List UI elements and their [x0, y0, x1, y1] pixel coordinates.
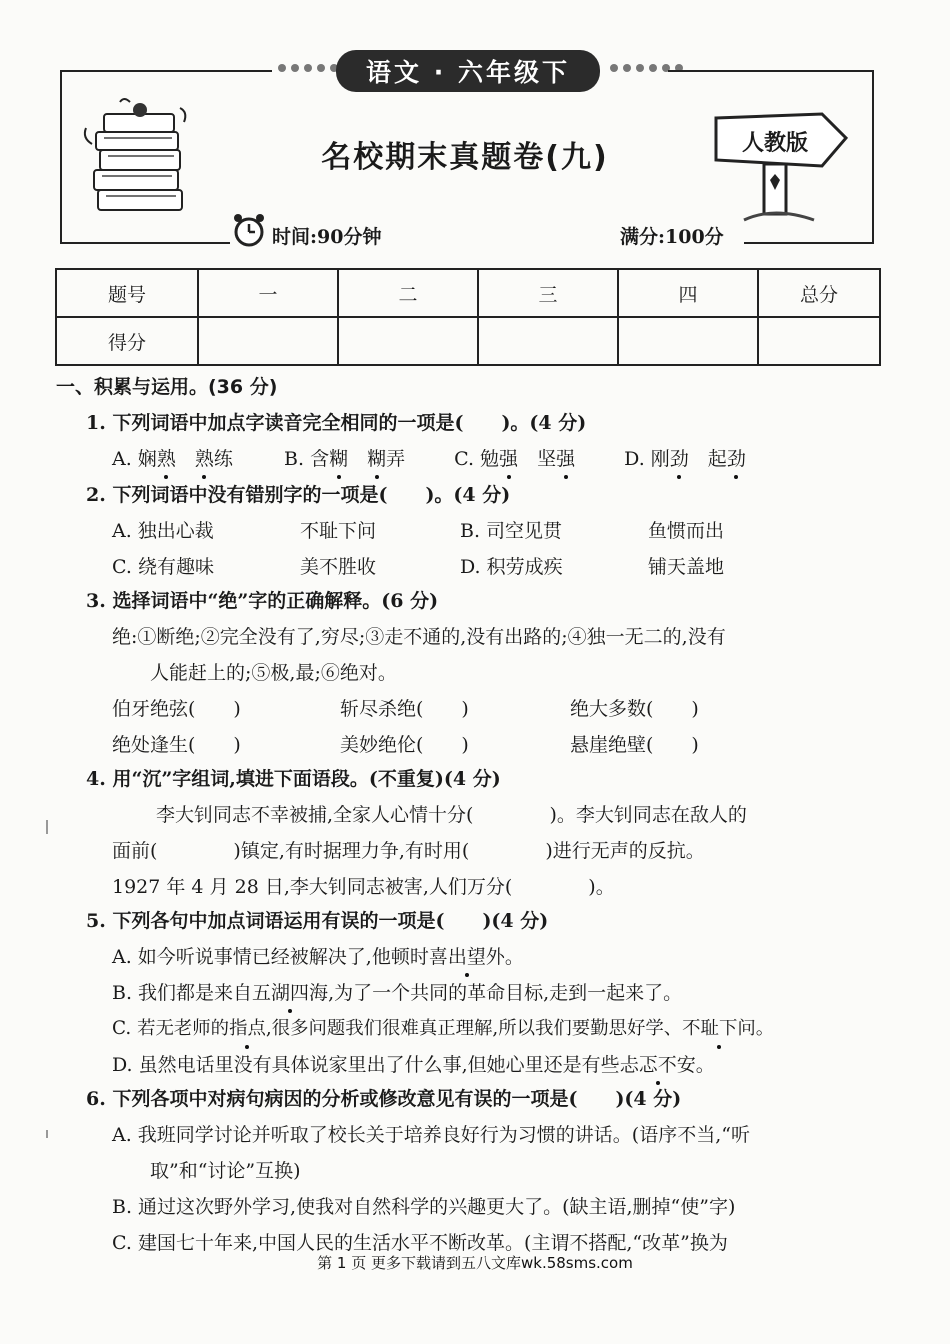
- subject-grade-tag: 语文 · 六年级下: [336, 50, 600, 92]
- score-input-cell[interactable]: [338, 317, 478, 365]
- score-table-score-row: [56, 317, 880, 365]
- q6-option-c: C. 建国七十年来,中国人民的生活水平不断改革。(主谓不搭配,“改革”换为: [112, 1232, 728, 1254]
- score-input-cell[interactable]: [758, 317, 880, 365]
- q6-option-a-line-2: 取”和“讨论”互换): [150, 1160, 301, 1182]
- q2-option-b2: 鱼惯而出: [648, 520, 725, 542]
- q5-option-c-dotted-word-2: 不耻下问: [682, 1016, 756, 1042]
- q5-option-a-dotted-word: 喜出望外: [428, 946, 505, 968]
- score-header-cell: 一: [198, 269, 338, 317]
- section-1-title: 一、积累与运用。(36 分): [56, 376, 278, 398]
- q5-option-b: B. 我们都是来自五湖四海,为了一个共同的革命目标,走到一起来了。: [112, 982, 683, 1004]
- score-input-cell[interactable]: [478, 317, 618, 365]
- scan-mark: [46, 1130, 48, 1138]
- q5-option-d-dotted-word: 忐忑不安: [619, 1054, 696, 1076]
- q5-option-c: C. 若无老师的指点,很多问题我们很难真正理解,所以我们要勤思好学、不耻下问。: [112, 1016, 774, 1042]
- header-frame-left: [60, 70, 62, 244]
- q3-item[interactable]: 绝处逢生( ): [112, 734, 241, 756]
- q5-option-b-dotted-word: 五湖四海: [252, 982, 329, 1004]
- q3-definitions-line-2: 人能赶上的;⑤极,最;⑥绝对。: [150, 662, 397, 684]
- q2-option-a1: A. 独出心裁: [112, 520, 214, 542]
- q2-stem: 2. 下列词语中没有错别字的一项是( )。(4 分): [86, 484, 511, 506]
- q3-stem: 3. 选择词语中“绝”字的正确解释。(6 分): [86, 590, 439, 612]
- q2-option-d1: D. 积劳成疾: [460, 556, 563, 578]
- q2-option-d2: 铺天盖地: [648, 556, 725, 578]
- score-header-cell: 总分: [758, 269, 880, 317]
- clock-icon: [232, 212, 266, 248]
- q6-option-a-line-1: A. 我班同学讨论并听取了校长关于培养良好行为习惯的讲话。(语序不当,“听: [112, 1124, 750, 1146]
- score-input-cell[interactable]: [618, 317, 758, 365]
- q5-option-a: A. 如今听说事情已经被解决了,他顿时喜出望外。: [112, 946, 524, 968]
- q4-passage-line-1[interactable]: 李大钊同志不幸被捕,全家人心情十分( )。李大钊同志在敌人的: [156, 804, 747, 826]
- q5-option-d: D. 虽然电话里没有具体说家里出了什么事,但她心里还是有些忐忑不安。: [112, 1054, 715, 1076]
- q1-options: [112, 446, 746, 472]
- header-rule-right: [668, 70, 874, 72]
- q3-item[interactable]: 美妙绝伦( ): [340, 734, 469, 756]
- q3-item[interactable]: 悬崖绝壁( ): [570, 734, 699, 756]
- q6-option-b: B. 通过这次野外学习,使我对自然科学的兴趣更大了。(缺主语,删掉“使”字): [112, 1196, 736, 1218]
- q4-passage-line-3[interactable]: 1927 年 4 月 28 日,李大钊同志被害,人们万分( )。: [112, 876, 615, 898]
- q1-stem: 1. 下列词语中加点字读音完全相同的一项是( )。(4 分): [86, 412, 587, 434]
- q2-option-a2: 不耻下问: [300, 520, 377, 542]
- header-frame-bottom-left: [60, 242, 230, 244]
- q3-item[interactable]: 伯牙绝弦( ): [112, 698, 241, 720]
- q4-passage-line-2[interactable]: 面前( )镇定,有时据理力争,有时用( )进行无声的反抗。: [112, 840, 705, 862]
- q2-option-c1: C. 绕有趣味: [112, 556, 214, 578]
- q4-stem: 4. 用“沉”字组词,填进下面语段。(不重复)(4 分): [86, 768, 501, 790]
- score-header-cell: 三: [478, 269, 618, 317]
- q5-stem: 5. 下列各句中加点词语运用有误的一项是( )(4 分): [86, 910, 549, 932]
- q3-item[interactable]: 斩尽杀绝( ): [340, 698, 469, 720]
- score-table: [55, 268, 881, 366]
- q1-option-c: C. 勉强 坚强: [454, 448, 576, 470]
- score-input-cell[interactable]: [198, 317, 338, 365]
- score-header-cell: 题号: [56, 269, 198, 317]
- q3-definitions-line-1: 绝:①断绝;②完全没有了,穷尽;③走不通的,没有出路的;④独一无二的,没有: [112, 626, 726, 648]
- q1-option-a: A. 娴熟 熟练: [112, 448, 233, 470]
- edition-label: 人教版: [741, 131, 808, 156]
- header-frame-right: [872, 70, 874, 244]
- score-table-header-row: [56, 269, 880, 317]
- score-header-cell: 四: [618, 269, 758, 317]
- page-footer: 第 1 页 更多下载请到五八文库wk.58sms.com: [317, 1254, 633, 1272]
- q1-option-d: D. 刚劲 起劲: [624, 448, 746, 470]
- q5-option-c-dotted-word-1: 指点: [229, 1016, 266, 1042]
- q1-option-b: B. 含糊 糊弄: [284, 448, 406, 470]
- scan-mark: [46, 820, 48, 834]
- exam-time: 时间:90分钟: [272, 226, 382, 248]
- q2-option-c2: 美不胜收: [300, 556, 377, 578]
- full-score: 满分:100分: [620, 226, 724, 248]
- exam-title: 名校期末真题卷(九): [321, 140, 609, 175]
- q3-item[interactable]: 绝大多数( ): [570, 698, 699, 720]
- q2-option-b1: B. 司空见贯: [460, 520, 563, 542]
- header-frame-bottom-right: [744, 242, 874, 244]
- header-rule-left: [60, 70, 272, 72]
- q6-stem: 6. 下列各项中对病句病因的分析或修改意见有误的一项是( )(4 分): [86, 1088, 682, 1110]
- score-header-cell: 二: [338, 269, 478, 317]
- score-row-label: 得分: [56, 317, 198, 365]
- books-illustration-icon: [80, 98, 200, 223]
